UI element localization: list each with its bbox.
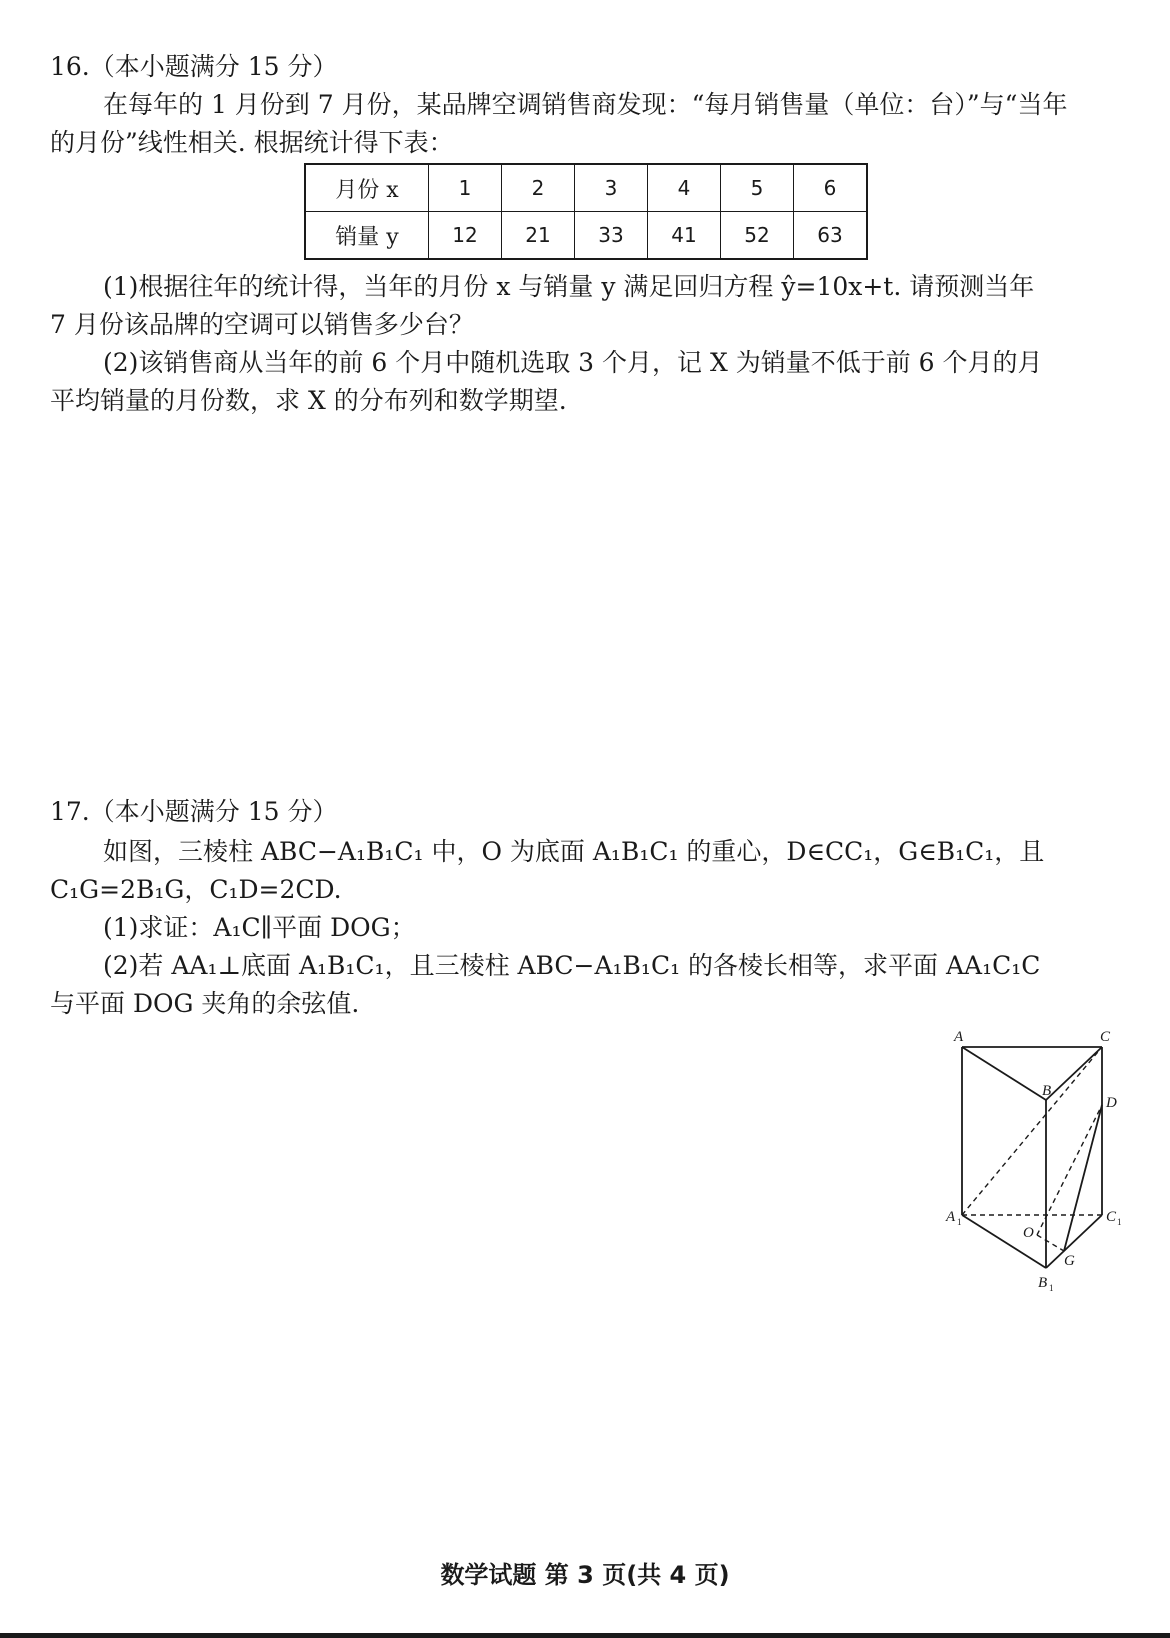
q16-part1-line2: 7 月份该品牌的空调可以销售多少台？	[50, 310, 474, 339]
table-cell: 21	[502, 212, 575, 260]
table-header-month: 月份 x	[305, 164, 429, 212]
table-cell: 3	[575, 164, 648, 212]
edge-bc	[1046, 1047, 1102, 1100]
q16-part2-line2: 平均销量的月份数，求 X 的分布列和数学期望.	[50, 386, 567, 415]
table-cell: 6	[794, 164, 868, 212]
segment-og-hidden	[1037, 1235, 1064, 1251]
label-d: D	[1106, 1095, 1117, 1111]
label-c1-subscript: 1	[1117, 1217, 1122, 1227]
q17-title: 17.（本小题满分 15 分）	[50, 797, 338, 826]
prism-figure	[940, 1025, 1130, 1295]
table-cell: 52	[721, 212, 794, 260]
q17-intro-line1: 如图，三棱柱 ABC−A₁B₁C₁ 中，O 为底面 A₁B₁C₁ 的重心，D∈CC₁，G∈B₁C₁，且	[103, 837, 1045, 866]
label-b: B	[1042, 1083, 1052, 1099]
table-cell: 63	[794, 212, 868, 260]
label-a: A	[954, 1029, 964, 1045]
diagonal-a1c-hidden	[962, 1047, 1102, 1215]
q16-part1-line1: (1)根据往年的统计得，当年的月份 x 与销量 y 满足回归方程 ŷ=10x+t. 请预测当年	[103, 272, 1035, 301]
table-cell: 1	[429, 164, 502, 212]
q16-data-table	[304, 163, 868, 260]
table-header-sales: 销量 y	[305, 212, 429, 260]
page-footer: 数学试题 第 3 页(共 4 页)	[440, 1561, 730, 1589]
q16-intro-line2: 的月份”线性相关. 根据统计得下表：	[50, 128, 454, 157]
label-a1: A	[946, 1209, 956, 1225]
table-cell: 33	[575, 212, 648, 260]
table-row-month	[305, 164, 867, 212]
q17-part2-line1: (2)若 AA₁⊥底面 A₁B₁C₁，且三棱柱 ABC−A₁B₁C₁ 的各棱长相等，求平面 AA₁C₁C	[103, 951, 1041, 980]
q16-intro-line1: 在每年的 1 月份到 7 月份，某品牌空调销售商发现：“每月销售量（单位：台）”与“当年	[103, 90, 1068, 119]
table-cell: 12	[429, 212, 502, 260]
label-c: C	[1100, 1029, 1111, 1045]
q16-part2-line1: (2)该销售商从当年的前 6 个月中随机选取 3 个月，记 X 为销量不低于前 6 个月的月	[103, 348, 1043, 377]
label-b1: B	[1038, 1275, 1048, 1291]
table-cell: 41	[648, 212, 721, 260]
table-cell: 2	[502, 164, 575, 212]
bottom-rule	[0, 1633, 1170, 1638]
edge-ab	[962, 1047, 1046, 1100]
table-cell: 4	[648, 164, 721, 212]
label-g: G	[1064, 1253, 1075, 1269]
segment-dg	[1064, 1105, 1102, 1251]
edge-a1b1	[962, 1215, 1046, 1268]
q17-part2-line2: 与平面 DOG 夹角的余弦值.	[50, 989, 360, 1018]
q17-part1: (1)求证：A₁C∥平面 DOG；	[103, 913, 416, 942]
table-row-sales	[305, 212, 867, 260]
q16-title: 16.（本小题满分 15 分）	[50, 52, 338, 81]
table-cell: 5	[721, 164, 794, 212]
label-c1: C	[1106, 1209, 1117, 1225]
label-a1-subscript: 1	[957, 1217, 962, 1227]
label-o: O	[1023, 1225, 1034, 1241]
q17-intro-line2: C₁G=2B₁G，C₁D=2CD.	[50, 875, 342, 904]
label-b1-subscript: 1	[1049, 1283, 1054, 1293]
